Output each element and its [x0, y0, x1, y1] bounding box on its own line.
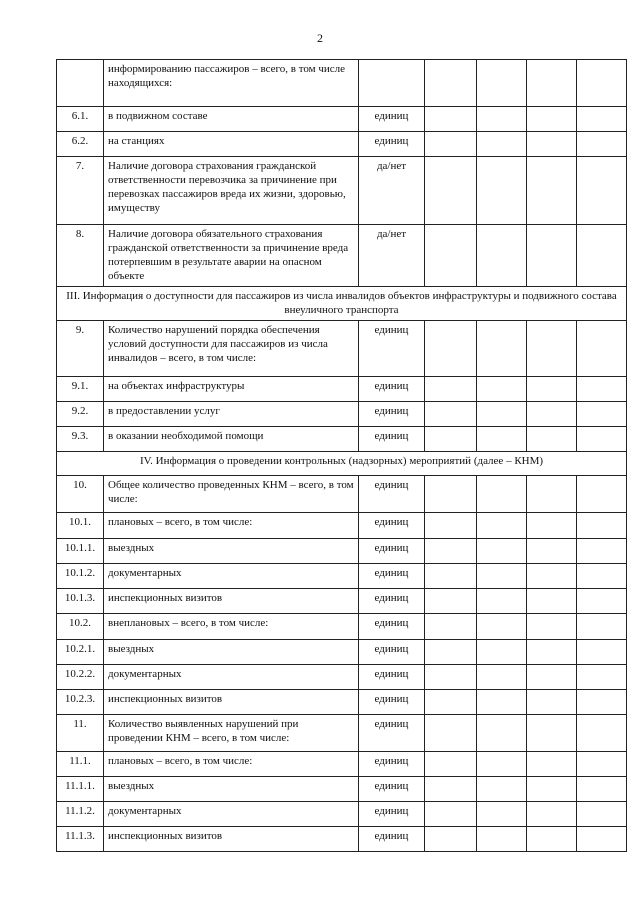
- value-cell: [425, 132, 477, 157]
- indicator-name-cell: информированию пассажиров – всего, в том числе находящихся:: [104, 60, 359, 107]
- indicator-name-cell: выездных: [104, 777, 359, 802]
- value-cell: [425, 321, 477, 377]
- value-cell: [477, 614, 527, 640]
- row-number-cell: 10.1.2.: [57, 564, 104, 589]
- value-cell: [577, 777, 627, 802]
- value-cell: [477, 690, 527, 715]
- row-number-cell: 6.1.: [57, 107, 104, 132]
- table-row: [57, 132, 627, 157]
- table-row: [57, 427, 627, 452]
- value-cell: [477, 427, 527, 452]
- indicator-name-cell: в подвижном составе: [104, 107, 359, 132]
- unit-cell: единиц: [359, 777, 425, 802]
- table-row: [57, 513, 627, 539]
- value-cell: [477, 665, 527, 690]
- row-number-cell: 10.1.1.: [57, 539, 104, 564]
- table-row: [57, 539, 627, 564]
- value-cell: [477, 589, 527, 614]
- value-cell: [425, 640, 477, 665]
- value-cell: [577, 614, 627, 640]
- indicator-name-cell: выездных: [104, 640, 359, 665]
- value-cell: [477, 321, 527, 377]
- value-cell: [477, 752, 527, 777]
- value-cell: [527, 827, 577, 852]
- value-cell: [425, 402, 477, 427]
- indicator-name-cell: внеплановых – всего, в том числе:: [104, 614, 359, 640]
- value-cell: [477, 564, 527, 589]
- value-cell: [527, 715, 577, 752]
- table-row: [57, 715, 627, 752]
- section-header-row: [57, 287, 627, 321]
- table-row: [57, 157, 627, 225]
- table-row: [57, 690, 627, 715]
- indicator-name-cell: инспекционных визитов: [104, 827, 359, 852]
- indicator-name-cell: плановых – всего, в том числе:: [104, 513, 359, 539]
- indicator-name-cell: Общее количество проведенных КНМ – всего, в том числе:: [104, 476, 359, 513]
- value-cell: [425, 614, 477, 640]
- value-cell: [577, 539, 627, 564]
- value-cell: [577, 640, 627, 665]
- unit-cell: единиц: [359, 802, 425, 827]
- value-cell: [425, 513, 477, 539]
- row-number-cell: 11.1.2.: [57, 802, 104, 827]
- value-cell: [425, 665, 477, 690]
- unit-cell: единиц: [359, 665, 425, 690]
- value-cell: [577, 157, 627, 225]
- value-cell: [527, 752, 577, 777]
- indicator-name-cell: на станциях: [104, 132, 359, 157]
- unit-cell: единиц: [359, 614, 425, 640]
- table-row: [57, 752, 627, 777]
- value-cell: [477, 513, 527, 539]
- value-cell: [477, 476, 527, 513]
- value-cell: [477, 827, 527, 852]
- unit-cell: единиц: [359, 427, 425, 452]
- row-number-cell: [57, 60, 104, 107]
- table-row: [57, 377, 627, 402]
- value-cell: [425, 752, 477, 777]
- unit-cell: единиц: [359, 513, 425, 539]
- value-cell: [577, 513, 627, 539]
- indicator-name-cell: Количество выявленных нарушений при проведении КНМ – всего, в том числе:: [104, 715, 359, 752]
- row-number-cell: 10.1.: [57, 513, 104, 539]
- row-number-cell: 10.2.: [57, 614, 104, 640]
- indicator-name-cell: в оказании необходимой помощи: [104, 427, 359, 452]
- indicator-name-cell: выездных: [104, 539, 359, 564]
- value-cell: [477, 539, 527, 564]
- value-cell: [425, 715, 477, 752]
- indicator-name-cell: Наличие договора страхования гражданской ответственности перевозчика за причинение при перевозках пассажиров вреда их жизни, здоровью, имуществу: [104, 157, 359, 225]
- value-cell: [527, 513, 577, 539]
- row-number-cell: 9.2.: [57, 402, 104, 427]
- value-cell: [425, 427, 477, 452]
- row-number-cell: 11.1.: [57, 752, 104, 777]
- row-number-cell: 7.: [57, 157, 104, 225]
- table-row: [57, 589, 627, 614]
- value-cell: [527, 132, 577, 157]
- value-cell: [577, 589, 627, 614]
- unit-cell: да/нет: [359, 225, 425, 287]
- unit-cell: единиц: [359, 640, 425, 665]
- unit-cell: да/нет: [359, 157, 425, 225]
- value-cell: [477, 225, 527, 287]
- value-cell: [425, 827, 477, 852]
- value-cell: [527, 157, 577, 225]
- row-number-cell: 6.2.: [57, 132, 104, 157]
- value-cell: [527, 589, 577, 614]
- value-cell: [425, 225, 477, 287]
- indicator-name-cell: документарных: [104, 665, 359, 690]
- table-row: [57, 665, 627, 690]
- row-number-cell: 10.2.3.: [57, 690, 104, 715]
- value-cell: [425, 589, 477, 614]
- row-number-cell: 9.: [57, 321, 104, 377]
- value-cell: [477, 777, 527, 802]
- value-cell: [577, 225, 627, 287]
- value-cell: [577, 564, 627, 589]
- unit-cell: единиц: [359, 321, 425, 377]
- table-row: [57, 777, 627, 802]
- value-cell: [577, 402, 627, 427]
- row-number-cell: 11.1.1.: [57, 777, 104, 802]
- value-cell: [527, 60, 577, 107]
- value-cell: [527, 777, 577, 802]
- table-row: [57, 564, 627, 589]
- indicator-name-cell: Наличие договора обязательного страхования гражданской ответственности за причинение вреда потерпевшим в результате аварии на опасном объекте: [104, 225, 359, 287]
- section-header-row: [57, 452, 627, 476]
- indicator-name-cell: Количество нарушений порядка обеспечения условий доступности для пассажиров из числа инвалидов – всего, в том числе:: [104, 321, 359, 377]
- row-number-cell: 11.: [57, 715, 104, 752]
- indicator-name-cell: на объектах инфраструктуры: [104, 377, 359, 402]
- table-row: [57, 321, 627, 377]
- unit-cell: единиц: [359, 402, 425, 427]
- value-cell: [527, 476, 577, 513]
- value-cell: [425, 157, 477, 225]
- value-cell: [425, 377, 477, 402]
- value-cell: [577, 377, 627, 402]
- value-cell: [577, 715, 627, 752]
- value-cell: [527, 107, 577, 132]
- row-number-cell: 9.3.: [57, 427, 104, 452]
- table-row: [57, 827, 627, 852]
- report-table-body: [57, 60, 627, 852]
- value-cell: [577, 107, 627, 132]
- value-cell: [577, 476, 627, 513]
- row-number-cell: 9.1.: [57, 377, 104, 402]
- table-row: [57, 107, 627, 132]
- table-row: [57, 402, 627, 427]
- value-cell: [477, 715, 527, 752]
- value-cell: [527, 665, 577, 690]
- value-cell: [425, 564, 477, 589]
- value-cell: [477, 107, 527, 132]
- value-cell: [425, 802, 477, 827]
- row-number-cell: 8.: [57, 225, 104, 287]
- value-cell: [527, 802, 577, 827]
- value-cell: [425, 60, 477, 107]
- table-row: [57, 640, 627, 665]
- value-cell: [527, 690, 577, 715]
- value-cell: [577, 132, 627, 157]
- value-cell: [527, 225, 577, 287]
- section-title: III. Информация о доступности для пассажиров из числа инвалидов объектов инфраструктуры и подвижного состава внеуличного транспорта: [57, 287, 627, 321]
- indicator-name-cell: документарных: [104, 564, 359, 589]
- value-cell: [425, 539, 477, 564]
- report-table: [56, 59, 627, 852]
- unit-cell: единиц: [359, 589, 425, 614]
- page-number: 2: [317, 31, 323, 45]
- value-cell: [477, 402, 527, 427]
- table-row: [57, 802, 627, 827]
- row-number-cell: 11.1.3.: [57, 827, 104, 852]
- value-cell: [527, 402, 577, 427]
- unit-cell: единиц: [359, 132, 425, 157]
- value-cell: [527, 614, 577, 640]
- unit-cell: единиц: [359, 377, 425, 402]
- value-cell: [477, 802, 527, 827]
- unit-cell: единиц: [359, 690, 425, 715]
- value-cell: [477, 157, 527, 225]
- value-cell: [577, 802, 627, 827]
- table-row: [57, 476, 627, 513]
- section-title: IV. Информация о проведении контрольных (надзорных) мероприятий (далее – КНМ): [57, 452, 627, 476]
- value-cell: [577, 60, 627, 107]
- unit-cell: единиц: [359, 476, 425, 513]
- value-cell: [577, 321, 627, 377]
- indicator-name-cell: плановых – всего, в том числе:: [104, 752, 359, 777]
- value-cell: [577, 427, 627, 452]
- unit-cell: единиц: [359, 715, 425, 752]
- value-cell: [527, 640, 577, 665]
- value-cell: [477, 640, 527, 665]
- value-cell: [527, 377, 577, 402]
- unit-cell: единиц: [359, 539, 425, 564]
- row-number-cell: 10.2.1.: [57, 640, 104, 665]
- row-number-cell: 10.: [57, 476, 104, 513]
- value-cell: [577, 752, 627, 777]
- table-row: [57, 60, 627, 107]
- table-row: [57, 225, 627, 287]
- value-cell: [527, 321, 577, 377]
- indicator-name-cell: инспекционных визитов: [104, 690, 359, 715]
- value-cell: [425, 690, 477, 715]
- value-cell: [577, 690, 627, 715]
- row-number-cell: 10.2.2.: [57, 665, 104, 690]
- indicator-name-cell: документарных: [104, 802, 359, 827]
- unit-cell: единиц: [359, 827, 425, 852]
- value-cell: [425, 107, 477, 132]
- value-cell: [527, 427, 577, 452]
- value-cell: [577, 665, 627, 690]
- value-cell: [527, 539, 577, 564]
- unit-cell: единиц: [359, 107, 425, 132]
- indicator-name-cell: в предоставлении услуг: [104, 402, 359, 427]
- value-cell: [527, 564, 577, 589]
- unit-cell: [359, 60, 425, 107]
- row-number-cell: 10.1.3.: [57, 589, 104, 614]
- value-cell: [577, 827, 627, 852]
- unit-cell: единиц: [359, 564, 425, 589]
- value-cell: [425, 476, 477, 513]
- value-cell: [477, 377, 527, 402]
- unit-cell: единиц: [359, 752, 425, 777]
- table-row: [57, 614, 627, 640]
- value-cell: [477, 60, 527, 107]
- indicator-name-cell: инспекционных визитов: [104, 589, 359, 614]
- value-cell: [477, 132, 527, 157]
- value-cell: [425, 777, 477, 802]
